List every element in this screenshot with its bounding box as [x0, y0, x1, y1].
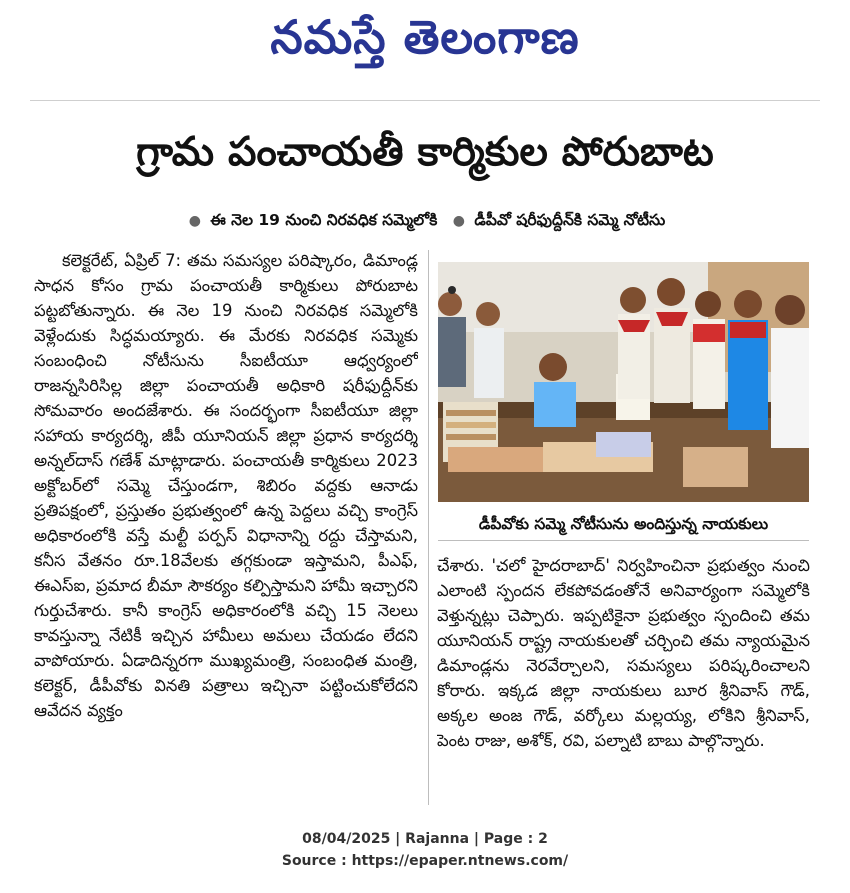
article-body-left-column: కలెక్టరేట్, ఏప్రిల్ 7: తమ సమస్యల పరిష్కారం, డిమాండ్ల సాధన కోసం గ్రామ పంచాయతీ కార్మికులు పోరుబాట పట్టబోతున్నారు. ఈ నెల 19 నుంచి నిరవధిక సమ్మెలోకి వెళ్లేందుకు సిద్ధమయ్యారు. ఈ మేరకు నిరవధిక సమ్మెకు సంబంధించి నోటీసును సీఐటీయూ ఆధ్వర్యంలో రాజన్నసిరిసిల్ల జిల్లా పంచాయతీ అధికారి షరీఫుద్దీన్‌కు సోమవారం అందజేశారు. ఈ సందర్భంగా సీఐటీయూ జిల్లా సహాయ కార్యదర్శి, జీపీ యూనియన్ జిల్లా ప్రధాన కార్యదర్శి అన్నల్‌దాస్ గణేశ్ మాట్లాడారు. పంచాయతీ కార్మికులు 2023 అక్టోబర్‌లో సమ్మె చేస్తుండగా, శిబిరం వద్దకు ఆనాడు ప్రతిపక్షంలో, ప్రస్తుతం ప్రభుత్వంలో ఉన్న పెద్దలు వచ్చి కాంగ్రెస్ అధికారంలోకి వస్తే మల్టీ పర్పస్ విధానాన్ని రద్దు చేస్తామని, కనీస వేతనం రూ.18వేలకు తగ్గకుండా ఇస్తామని, పీఎఫ్, ఈఎస్ఐ, ప్రమాద బీమా సౌకర్యం కల్పిస్తామని హామీ ఇచ్చారని గుర్తుచేశారు. కానీ కాంగ్రెస్ అధికారంలోకి వచ్చి 15 నెలలు కావస్తున్నా నేటికీ ఇచ్చిన హామీలు అమలు చేయడం లేదని వాపోయారు. ఏడాదిన్నరగా ముఖ్యమంత్రి, సంబంధిత మంత్రి, కలెక్టర్, డీపీవోకు వినతి పత్రాలు ఇచ్చినా పట్టించుకోలేదని ఆవేదన వ్యక్తం [34, 251, 418, 720]
masthead-divider [30, 100, 820, 101]
article-headline: గ్రామ పంచాయతీ కార్మికుల పోరుబాట [136, 129, 714, 175]
bullet-icon: ● [452, 213, 465, 229]
news-photo [438, 262, 809, 502]
caption-divider [438, 540, 809, 541]
bullet-icon: ● [188, 213, 201, 229]
footer-dateline: 08/04/2025 | Rajanna | Page : 2 [302, 831, 548, 847]
footer-source: Source : https://epaper.ntnews.com/ [281, 853, 569, 869]
subheadline-1: ఈ నెల 19 నుంచి నిరవధిక సమ్మెలోకి [210, 211, 438, 229]
photo-caption: డీపీవోకు సమ్మె నోటీసును అందిస్తున్న నాయకులు [478, 515, 769, 533]
subheadline-row [0, 207, 850, 234]
article-body-right-column: చేశారు. 'చలో హైదరాబాద్' నిర్వహించినా ప్రభుత్వం నుంచి ఎలాంటి స్పందన లేకపోవడంతోనే అనివార్యంగా సమ్మెలోకి వెళ్తున్నట్లు చెప్పారు. ఇప్పటికైనా ప్రభుత్వం స్పందించి తమ యూనియన్ రాష్ట్ర నాయకులతో చర్చించి తమ న్యాయమైన డిమాండ్లను నెరవేర్చాలని, సమస్యలు పరిష్కరించాలని కోరారు. ఇక్కడ జిల్లా నాయకులు బూర శ్రీనివాస్ గౌడ్, అక్కల అంజ గౌడ్, వర్కోలు మల్లయ్య, లోకిని శ్రీనివాస్, పెంట రాజు, అశోక్, రవి, పల్నాటి బాబు పాల్గొన్నారు. [437, 556, 810, 750]
newspaper-masthead: నమస్తే తెలంగాణ [270, 10, 580, 64]
photo-illustration [438, 262, 809, 502]
column-divider [428, 250, 429, 805]
subheadline-2: డీపీవో షరీఫుద్దీన్‌కి సమ్మె నోటీసు [474, 211, 666, 229]
